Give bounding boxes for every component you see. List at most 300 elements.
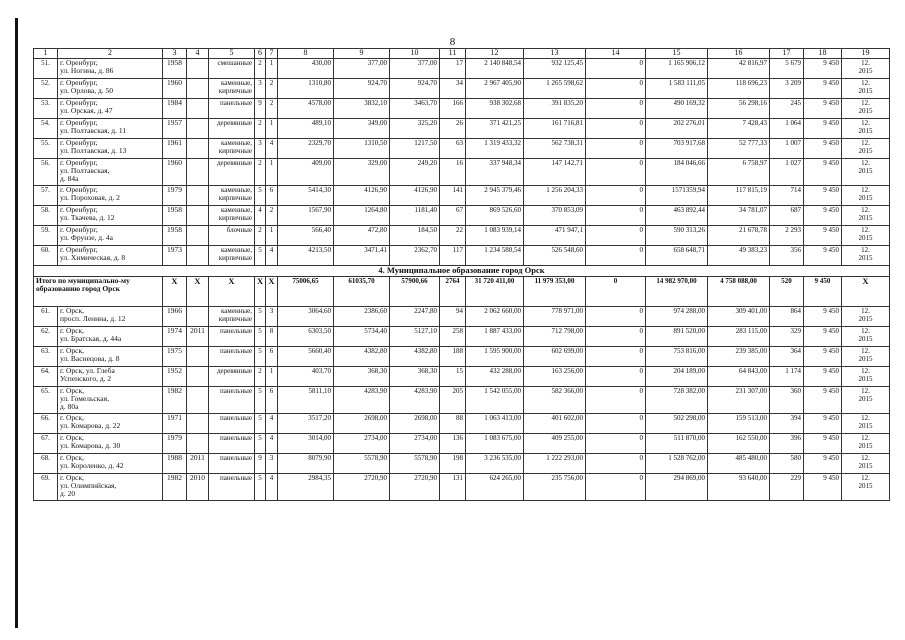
max-unit-cost: 9 450	[804, 474, 842, 501]
max-unit-cost: 9 450	[804, 206, 842, 226]
reconstruction-year	[187, 79, 209, 99]
column-number: 7	[266, 49, 278, 59]
table-row	[34, 59, 890, 79]
completion-date	[842, 307, 890, 327]
material-line: деревянные	[216, 159, 252, 167]
wall-material	[209, 59, 255, 79]
floors-count: 5	[255, 434, 266, 454]
unit-cost: 245	[770, 99, 804, 119]
entrances-count: 1	[266, 119, 278, 139]
residents-count: 188	[440, 347, 466, 367]
owners-cost: 6 758,97	[708, 159, 770, 186]
owners-cost: 485 480,00	[708, 454, 770, 474]
address-cell	[58, 159, 163, 186]
living-area: 2720,90	[334, 474, 390, 501]
residents-count: 17	[440, 59, 466, 79]
address-line: ул. Ткачева, д. 12	[60, 213, 115, 222]
completion-date	[842, 99, 890, 119]
residential-area: 4283,90	[390, 387, 440, 414]
local-cost: 511 870,00	[646, 434, 708, 454]
fund-cost: 235 756,00	[524, 474, 586, 501]
owners-cost: 231 307,00	[708, 387, 770, 414]
total-area: 2984,35	[278, 474, 334, 501]
residents-count: 205	[440, 387, 466, 414]
floors-count: 5	[255, 347, 266, 367]
date-line: 2015	[858, 442, 873, 450]
reconstruction-year	[187, 206, 209, 226]
table-row	[34, 347, 890, 367]
reconstruction-year	[187, 367, 209, 387]
date-line: 12.	[861, 474, 870, 482]
address-line: ул. Полтавская, д. 13	[60, 146, 127, 155]
reconstruction-year	[187, 434, 209, 454]
living-area: 1264,80	[334, 206, 390, 226]
wall-material	[209, 119, 255, 139]
owners-cost: 52 777,33	[708, 139, 770, 159]
wall-material	[209, 474, 255, 501]
floors-count: 5	[255, 327, 266, 347]
row-number: 57.	[34, 186, 58, 206]
wall-material	[209, 454, 255, 474]
date-line: 2015	[858, 147, 873, 155]
address-line: г. Орск,	[60, 433, 84, 442]
address-line: г. Оренбург,	[60, 118, 98, 127]
reconstruction-year	[187, 99, 209, 119]
living-area: 2698,00	[334, 414, 390, 434]
column-number-row	[34, 49, 890, 59]
commission-year: 1952	[163, 367, 187, 387]
material-line: панельные	[220, 387, 252, 395]
regional-cost: 0	[586, 99, 646, 119]
total-area: 5811,10	[278, 387, 334, 414]
material-line: деревянные	[216, 367, 252, 375]
reconstruction-year: 2011	[187, 454, 209, 474]
total-value: 14 982 970,00	[646, 277, 708, 307]
wall-material	[209, 226, 255, 246]
column-number: 13	[524, 49, 586, 59]
table-row	[34, 474, 890, 501]
fund-cost: 471 947,1	[524, 226, 586, 246]
unit-cost: 3 209	[770, 79, 804, 99]
local-cost: 463 892,44	[646, 206, 708, 226]
residents-count: 67	[440, 206, 466, 226]
living-area: 2386,60	[334, 307, 390, 327]
regional-cost: 0	[586, 139, 646, 159]
local-cost: 490 169,32	[646, 99, 708, 119]
address-cell	[58, 434, 163, 454]
owners-cost: 42 816,97	[708, 59, 770, 79]
address-line: г. Орск,	[60, 413, 84, 422]
address-line: г. Оренбург,	[60, 138, 98, 147]
column-number: 14	[586, 49, 646, 59]
total-cost: 2 062 660,00	[466, 307, 524, 327]
column-number: 15	[646, 49, 708, 59]
commission-year: 1958	[163, 59, 187, 79]
commission-year: 1961	[163, 139, 187, 159]
total-area: 403,70	[278, 367, 334, 387]
residential-area: 184,50	[390, 226, 440, 246]
material-line: панельные	[220, 434, 252, 442]
housing-registry-table	[33, 48, 890, 501]
address-line: ул. Полтавская,	[60, 166, 110, 175]
fund-cost: 712 798,00	[524, 327, 586, 347]
owners-cost: 49 383,23	[708, 246, 770, 266]
table-row	[34, 387, 890, 414]
date-line: 12.	[861, 434, 870, 442]
material-line: каменные,	[221, 139, 252, 147]
max-unit-cost: 9 450	[804, 347, 842, 367]
commission-year: 1958	[163, 226, 187, 246]
date-line: 2015	[858, 375, 873, 383]
residents-count: 117	[440, 246, 466, 266]
max-unit-cost: 9 450	[804, 307, 842, 327]
date-line: 2015	[858, 462, 873, 470]
entrances-count: 2	[266, 79, 278, 99]
residential-area: 5578,90	[390, 454, 440, 474]
address-line: ул. Орская, д. 47	[60, 106, 113, 115]
owners-cost: 309 401,00	[708, 307, 770, 327]
max-unit-cost: 9 450	[804, 434, 842, 454]
address-line: г. Орск,	[60, 386, 84, 395]
regional-cost: 0	[586, 307, 646, 327]
material-line: панельные	[220, 347, 252, 355]
total-x-mark: X	[163, 277, 187, 307]
reconstruction-year	[187, 307, 209, 327]
address-line: д. 80а	[60, 402, 79, 411]
completion-date	[842, 206, 890, 226]
total-x-mark: X	[209, 277, 255, 307]
unit-cost: 714	[770, 186, 804, 206]
residents-count: 141	[440, 186, 466, 206]
residential-area: 1181,40	[390, 206, 440, 226]
address-line: ул. Гомельская,	[60, 394, 109, 403]
fund-cost: 526 548,60	[524, 246, 586, 266]
date-line: 12.	[861, 159, 870, 167]
completion-date	[842, 367, 890, 387]
local-cost: 891 520,00	[646, 327, 708, 347]
material-line: панельные	[220, 414, 252, 422]
floors-count: 2	[255, 119, 266, 139]
total-x-mark: X	[266, 277, 278, 307]
max-unit-cost: 9 450	[804, 367, 842, 387]
owners-cost: 21 678,78	[708, 226, 770, 246]
row-number: 59.	[34, 226, 58, 246]
floors-count: 5	[255, 186, 266, 206]
address-line: ул. Орлова, д. 50	[60, 86, 114, 95]
address-cell	[58, 59, 163, 79]
completion-date	[842, 347, 890, 367]
column-number: 19	[842, 49, 890, 59]
fund-cost: 932 125,45	[524, 59, 586, 79]
unit-cost: 1 027	[770, 159, 804, 186]
residential-area: 2247,80	[390, 307, 440, 327]
regional-cost: 0	[586, 246, 646, 266]
column-number: 16	[708, 49, 770, 59]
regional-cost: 0	[586, 119, 646, 139]
total-cost: 1 234 580,54	[466, 246, 524, 266]
address-line: Успенского, д. 2	[60, 374, 112, 383]
regional-cost: 0	[586, 347, 646, 367]
address-line: д. 84а	[60, 174, 79, 183]
total-value: 61035,70	[334, 277, 390, 307]
entrances-count: 8	[266, 327, 278, 347]
material-line: кирпичные	[218, 194, 252, 202]
floors-count: 5	[255, 474, 266, 501]
date-line: 2015	[858, 87, 873, 95]
unit-cost: 864	[770, 307, 804, 327]
living-area: 3832,10	[334, 99, 390, 119]
total-cost: 1 542 055,00	[466, 387, 524, 414]
living-area: 5734,40	[334, 327, 390, 347]
date-line: 12.	[861, 206, 870, 214]
total-area: 3064,60	[278, 307, 334, 327]
wall-material	[209, 186, 255, 206]
living-area: 329,00	[334, 159, 390, 186]
date-line: 2015	[858, 335, 873, 343]
total-cost: 432 288,00	[466, 367, 524, 387]
entrances-count: 4	[266, 414, 278, 434]
completion-date	[842, 186, 890, 206]
completion-date	[842, 119, 890, 139]
table-row	[34, 246, 890, 266]
regional-cost: 0	[586, 414, 646, 434]
completion-date	[842, 226, 890, 246]
residential-area: 2734,00	[390, 434, 440, 454]
section-header-row	[34, 266, 890, 277]
wall-material	[209, 367, 255, 387]
table-row	[34, 327, 890, 347]
total-cost: 2 945 379,46	[466, 186, 524, 206]
completion-date	[842, 327, 890, 347]
total-x-mark: X	[842, 277, 890, 307]
residents-count: 94	[440, 307, 466, 327]
total-area: 430,00	[278, 59, 334, 79]
material-line: кирпичные	[218, 147, 252, 155]
material-line: смешанные	[217, 59, 252, 67]
address-cell	[58, 226, 163, 246]
entrances-count: 6	[266, 347, 278, 367]
total-x-mark: X	[255, 277, 266, 307]
address-cell	[58, 307, 163, 327]
date-line: 12.	[861, 59, 870, 67]
local-cost: 184 046,66	[646, 159, 708, 186]
column-number: 10	[390, 49, 440, 59]
unit-cost: 360	[770, 387, 804, 414]
entrances-count: 2	[266, 206, 278, 226]
fund-cost: 409 255,00	[524, 434, 586, 454]
reconstruction-year	[187, 226, 209, 246]
table-row	[34, 307, 890, 327]
wall-material	[209, 246, 255, 266]
address-line: ул. Короленко, д. 42	[60, 461, 124, 470]
date-line: 12.	[861, 387, 870, 395]
row-number: 65.	[34, 387, 58, 414]
residents-count: 88	[440, 414, 466, 434]
table-row	[34, 159, 890, 186]
total-area: 3517,20	[278, 414, 334, 434]
owners-cost: 7 428,43	[708, 119, 770, 139]
total-cost: 1 319 433,32	[466, 139, 524, 159]
wall-material	[209, 387, 255, 414]
address-line: ул. Ногина, д. 86	[60, 66, 114, 75]
owners-cost: 239 385,00	[708, 347, 770, 367]
total-area: 2329,70	[278, 139, 334, 159]
total-value: 9 450	[804, 277, 842, 307]
total-cost: 1 887 433,00	[466, 327, 524, 347]
wall-material	[209, 434, 255, 454]
address-line: г. Орск,	[60, 473, 84, 482]
total-cost: 371 421,25	[466, 119, 524, 139]
address-line: г. Орск,	[60, 346, 84, 355]
regional-cost: 0	[586, 159, 646, 186]
row-number: 62.	[34, 327, 58, 347]
address-cell	[58, 327, 163, 347]
commission-year: 1979	[163, 186, 187, 206]
residents-count: 198	[440, 454, 466, 474]
total-area: 5414,30	[278, 186, 334, 206]
row-number: 54.	[34, 119, 58, 139]
row-number: 58.	[34, 206, 58, 226]
wall-material	[209, 307, 255, 327]
row-number: 66.	[34, 414, 58, 434]
entrances-count: 3	[266, 307, 278, 327]
date-line: 2015	[858, 127, 873, 135]
wall-material	[209, 159, 255, 186]
entrances-count: 6	[266, 387, 278, 414]
owners-cost: 283 115,00	[708, 327, 770, 347]
fund-cost: 147 142,71	[524, 159, 586, 186]
column-number: 17	[770, 49, 804, 59]
date-line: 12.	[861, 414, 870, 422]
total-cost: 2 140 848,54	[466, 59, 524, 79]
reconstruction-year	[187, 387, 209, 414]
address-line: ул. Олимпийская,	[60, 481, 117, 490]
commission-year: 1982	[163, 387, 187, 414]
unit-cost: 1 174	[770, 367, 804, 387]
address-line: г. Орск, ул. Глеба	[60, 366, 115, 375]
owners-cost: 162 550,00	[708, 434, 770, 454]
address-line: ул. Полтавская, д. 11	[60, 126, 127, 135]
wall-material	[209, 347, 255, 367]
date-line: 12.	[861, 99, 870, 107]
column-number: 2	[58, 49, 163, 59]
entrances-count: 4	[266, 139, 278, 159]
living-area: 5578,90	[334, 454, 390, 474]
column-number: 6	[255, 49, 266, 59]
row-number: 61.	[34, 307, 58, 327]
residents-count: 22	[440, 226, 466, 246]
residential-area: 4382,80	[390, 347, 440, 367]
local-cost: 703 917,68	[646, 139, 708, 159]
row-number: 64.	[34, 367, 58, 387]
total-value: 75006,65	[278, 277, 334, 307]
date-line: 2015	[858, 107, 873, 115]
table-row	[34, 454, 890, 474]
material-line: панельные	[220, 99, 252, 107]
living-area: 4382,80	[334, 347, 390, 367]
residents-count: 258	[440, 327, 466, 347]
residential-area: 325,20	[390, 119, 440, 139]
residential-area: 377,00	[390, 59, 440, 79]
date-line: 2015	[858, 422, 873, 430]
unit-cost: 356	[770, 246, 804, 266]
address-line: ул. Фрунзе, д. 4а	[60, 233, 113, 242]
local-cost: 658 648,71	[646, 246, 708, 266]
total-cost: 1 595 900,00	[466, 347, 524, 367]
entrances-count: 4	[266, 434, 278, 454]
living-area: 4283,90	[334, 387, 390, 414]
address-line: д. 20	[60, 489, 76, 498]
total-area: 4213,50	[278, 246, 334, 266]
floors-count: 2	[255, 226, 266, 246]
table-row	[34, 367, 890, 387]
floors-count: 5	[255, 414, 266, 434]
owners-cost: 159 513,00	[708, 414, 770, 434]
entrances-count: 1	[266, 226, 278, 246]
reconstruction-year	[187, 414, 209, 434]
max-unit-cost: 9 450	[804, 387, 842, 414]
total-label: Итого по муниципально-му образованию город Орск	[34, 277, 163, 307]
total-area: 6303,50	[278, 327, 334, 347]
local-cost: 294 869,00	[646, 474, 708, 501]
floors-count: 5	[255, 246, 266, 266]
wall-material	[209, 206, 255, 226]
address-line: ул. Комарова, д. 22	[60, 421, 121, 430]
wall-material	[209, 79, 255, 99]
date-line: 12.	[861, 139, 870, 147]
residents-count: 166	[440, 99, 466, 119]
owners-cost: 64 843,00	[708, 367, 770, 387]
table-row	[34, 186, 890, 206]
residents-count: 34	[440, 79, 466, 99]
floors-count: 5	[255, 307, 266, 327]
commission-year: 1975	[163, 347, 187, 367]
material-line: кирпичные	[218, 315, 252, 323]
address-line: г. Оренбург,	[60, 205, 98, 214]
commission-year: 1984	[163, 99, 187, 119]
column-number: 4	[187, 49, 209, 59]
total-value: 520	[770, 277, 804, 307]
address-line: ул. Братская, д. 44а	[60, 334, 122, 343]
unit-cost: 5 679	[770, 59, 804, 79]
residential-area: 1217,50	[390, 139, 440, 159]
living-area: 368,30	[334, 367, 390, 387]
column-number: 12	[466, 49, 524, 59]
local-cost: 1571359,94	[646, 186, 708, 206]
address-cell	[58, 139, 163, 159]
regional-cost: 0	[586, 327, 646, 347]
total-area: 8079,90	[278, 454, 334, 474]
residential-area: 249,20	[390, 159, 440, 186]
table-row	[34, 119, 890, 139]
floors-count: 3	[255, 139, 266, 159]
wall-material	[209, 99, 255, 119]
living-area: 472,80	[334, 226, 390, 246]
total-value: 31 720 411,00	[466, 277, 524, 307]
regional-cost: 0	[586, 454, 646, 474]
floors-count: 2	[255, 59, 266, 79]
row-number: 56.	[34, 159, 58, 186]
row-number: 68.	[34, 454, 58, 474]
address-cell	[58, 79, 163, 99]
address-line: ул. Васнецова, д. 8	[60, 354, 120, 363]
address-cell	[58, 99, 163, 119]
wall-material	[209, 139, 255, 159]
address-cell	[58, 387, 163, 414]
total-area: 4578,00	[278, 99, 334, 119]
date-line: 12.	[861, 226, 870, 234]
total-row	[34, 277, 890, 307]
